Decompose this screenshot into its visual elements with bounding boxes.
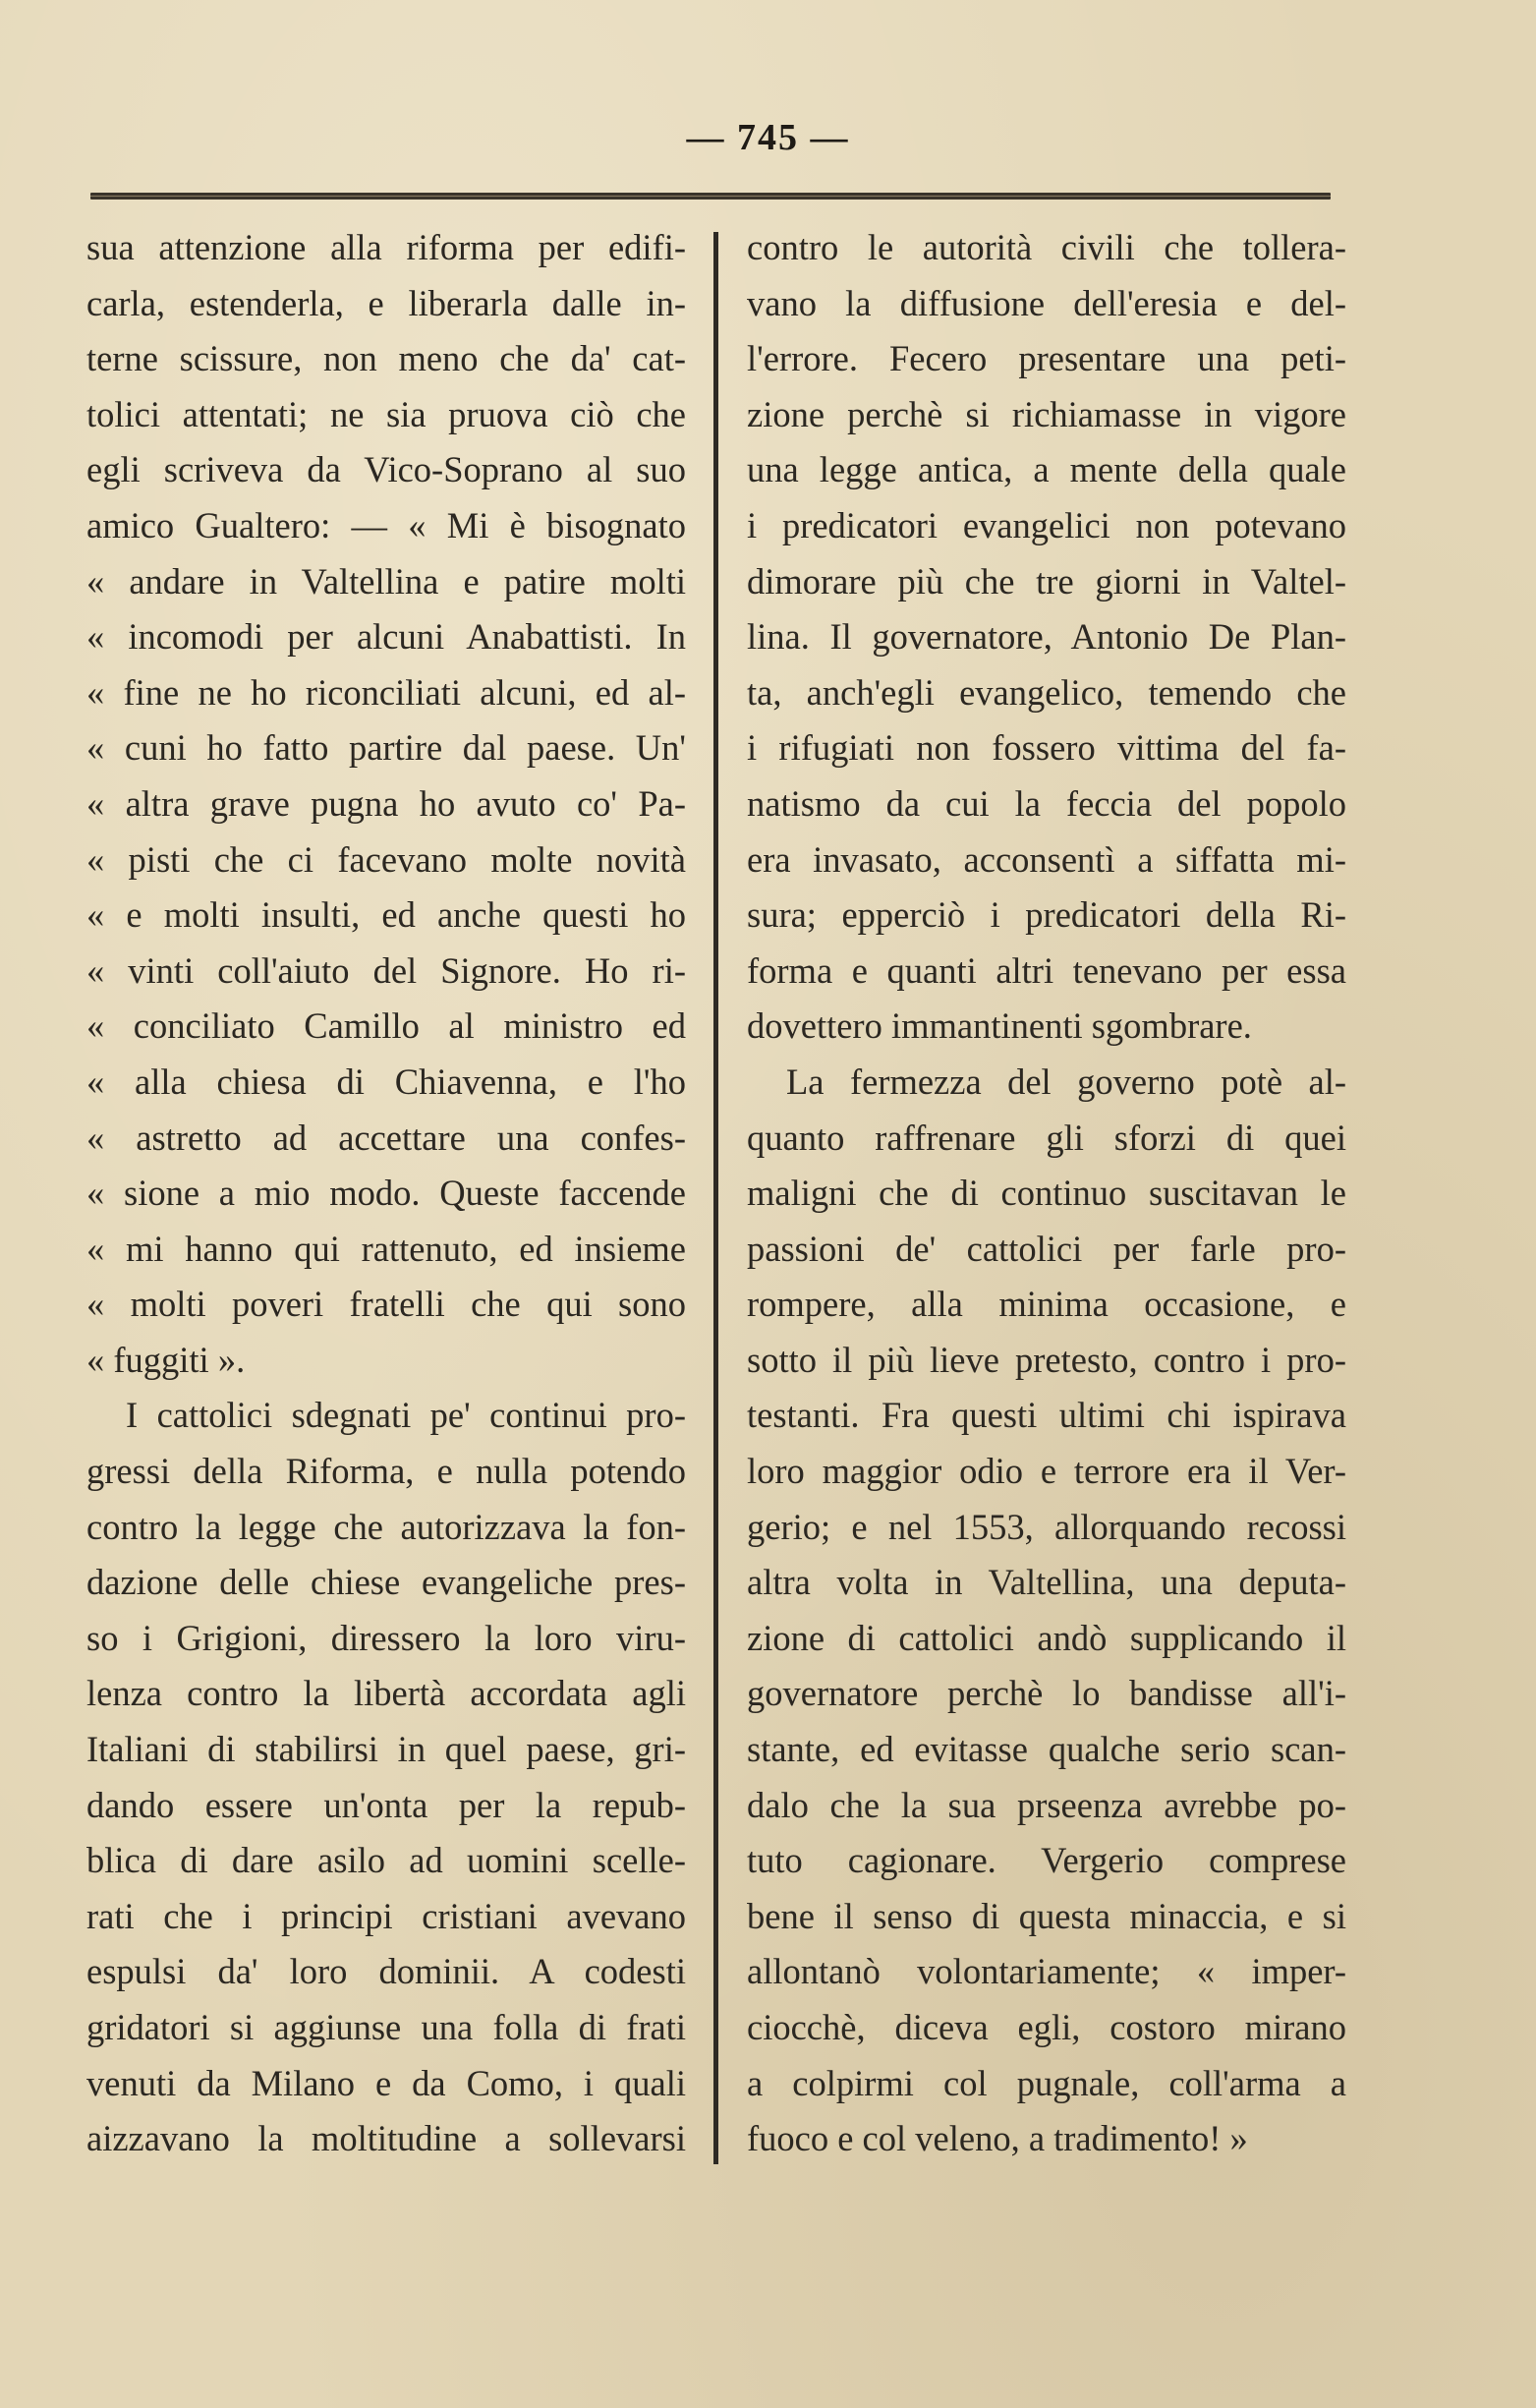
text-line: sua attenzione alla riforma per edifi-: [86, 227, 686, 267]
page-number: — 745 —: [686, 117, 850, 158]
text-line: « altra grave pugna ho avuto co' Pa-: [86, 782, 686, 824]
text-line: « fuggiti ».: [86, 1339, 246, 1380]
text-line: sura; epperciò i predicatori della Ri-: [747, 894, 1346, 936]
text-line: maligni che di continuo suscitavan le: [747, 1173, 1346, 1214]
text-line: forma e quanti altri tenevano per essa: [747, 949, 1346, 991]
text-line: « fine ne ho riconciliati alcuni, ed al-: [86, 671, 686, 713]
text-line: gressi della Riforma, e nulla potendo: [86, 1451, 686, 1492]
text-line: zione di cattolici andò supplicando il: [747, 1617, 1346, 1658]
text-line: natismo da cui la feccia del popolo: [747, 782, 1346, 824]
text-line: « andare in Valtellina e patire molti: [86, 560, 686, 602]
text-line: terne scissure, non meno che da' cat-: [86, 338, 686, 379]
column-divider: [713, 232, 718, 2164]
text-line: rompere, alla minima occasione, e: [747, 1284, 1346, 1325]
text-line: fuoco e col veleno, a tradimento! »: [747, 2118, 1248, 2159]
text-line: dalo che la sua prseenza avrebbe po-: [747, 1784, 1346, 1825]
text-line: a colpirmi col pugnale, coll'arma a: [747, 2062, 1346, 2103]
text-line: « incomodi per alcuni Anabattisti. In: [86, 616, 686, 658]
text-line: i predicatori evangelici non potevano: [747, 504, 1346, 545]
text-line: aizzavano la moltitudine a sollevarsi: [86, 2118, 686, 2159]
text-line: ta, anch'egli evangelico, temendo che: [747, 671, 1346, 713]
text-line: « e molti insulti, ed anche questi ho: [86, 894, 686, 936]
text-line: era invasato, acconsentì a siffatta mi-: [747, 838, 1346, 880]
text-line: egli scriveva da Vico-Soprano al suo: [86, 449, 686, 490]
text-line: sotto il più lieve pretesto, contro i pro-: [747, 1339, 1346, 1380]
text-line: tolici attentati; ne sia pruova ciò che: [86, 393, 686, 434]
text-line: altra volta in Valtellina, una deputa-: [747, 1562, 1346, 1603]
text-line: quanto raffrenare gli sforzi di quei: [747, 1117, 1346, 1158]
text-line: « vinti coll'aiuto del Signore. Ho ri-: [86, 949, 686, 991]
text-line: « cuni ho fatto partire dal paese. Un': [86, 727, 686, 769]
text-line: « pisti che ci facevano molte novità: [86, 838, 686, 880]
text-line: allontanò volontariamente; « imper-: [747, 1951, 1346, 1992]
text-line: I cattolici sdegnati pe' continui pro-: [126, 1395, 686, 1436]
text-line: bene il senso di questa minaccia, e si: [747, 1895, 1346, 1936]
text-line: blica di dare asilo ad uomini scelle-: [86, 1840, 686, 1881]
header-rule: [90, 193, 1331, 200]
text-line: gerio; e nel 1553, allorquando recossi: [747, 1506, 1346, 1547]
text-line: so i Grigioni, diressero la loro viru-: [86, 1617, 686, 1658]
text-line: passioni de' cattolici per farle pro-: [747, 1228, 1346, 1269]
text-line: amico Gualtero: — « Mi è bisognato: [86, 504, 686, 545]
text-line: contro le autorità civili che tollera-: [747, 227, 1346, 267]
text-line: « conciliato Camillo al ministro ed: [86, 1005, 686, 1047]
text-line: vano la diffusione dell'eresia e del-: [747, 282, 1346, 323]
text-line: espulsi da' loro dominii. A codesti: [86, 1951, 686, 1992]
text-line: venuti da Milano e da Como, i quali: [86, 2062, 686, 2103]
text-line: rati che i principi cristiani avevano: [86, 1895, 686, 1936]
text-line: gridatori si aggiunse una folla di frati: [86, 2007, 686, 2047]
text-line: contro la legge che autorizzava la fon-: [86, 1506, 686, 1547]
text-line: lenza contro la libertà accordata agli: [86, 1673, 686, 1714]
text-line: stante, ed evitasse qualche serio scan-: [747, 1729, 1346, 1770]
text-line: i rifugiati non fossero vittima del fa-: [747, 727, 1346, 769]
text-line: carla, estenderla, e liberarla dalle in-: [86, 282, 686, 323]
text-line: « mi hanno qui rattenuto, ed insieme: [86, 1228, 686, 1269]
text-line: una legge antica, a mente della quale: [747, 449, 1346, 490]
text-line: La fermezza del governo potè al-: [786, 1061, 1346, 1102]
text-line: Italiani di stabilirsi in quel paese, gri-: [86, 1729, 686, 1770]
text-line: testanti. Fra questi ultimi chi ispirava: [747, 1395, 1346, 1436]
text-line: « molti poveri fratelli che qui sono: [86, 1284, 686, 1325]
left-column: [86, 220, 686, 2167]
text-line: « alla chiesa di Chiavenna, e l'ho: [86, 1061, 686, 1102]
right-column: [747, 220, 1346, 2167]
text-line: lina. Il governatore, Antonio De Plan-: [747, 616, 1346, 658]
text-line: dazione delle chiese evangeliche pres-: [86, 1562, 686, 1603]
text-line: loro maggior odio e terrore era il Ver-: [747, 1451, 1346, 1492]
text-line: l'errore. Fecero presentare una peti-: [747, 338, 1346, 379]
text-line: zione perchè si richiamasse in vigore: [747, 393, 1346, 434]
text-line: « sione a mio modo. Queste faccende: [86, 1173, 686, 1214]
text-line: dovettero immantinenti sgombrare.: [747, 1005, 1252, 1047]
text-line: ciocchè, diceva egli, costoro mirano: [747, 2007, 1346, 2047]
text-line: dimorare più che tre giorni in Valtel-: [747, 560, 1346, 602]
text-line: « astretto ad accettare una confes-: [86, 1117, 686, 1158]
text-line: tuto cagionare. Vergerio comprese: [747, 1840, 1346, 1881]
text-line: dando essere un'onta per la repub-: [86, 1784, 686, 1825]
text-line: governatore perchè lo bandisse all'i-: [747, 1673, 1346, 1714]
